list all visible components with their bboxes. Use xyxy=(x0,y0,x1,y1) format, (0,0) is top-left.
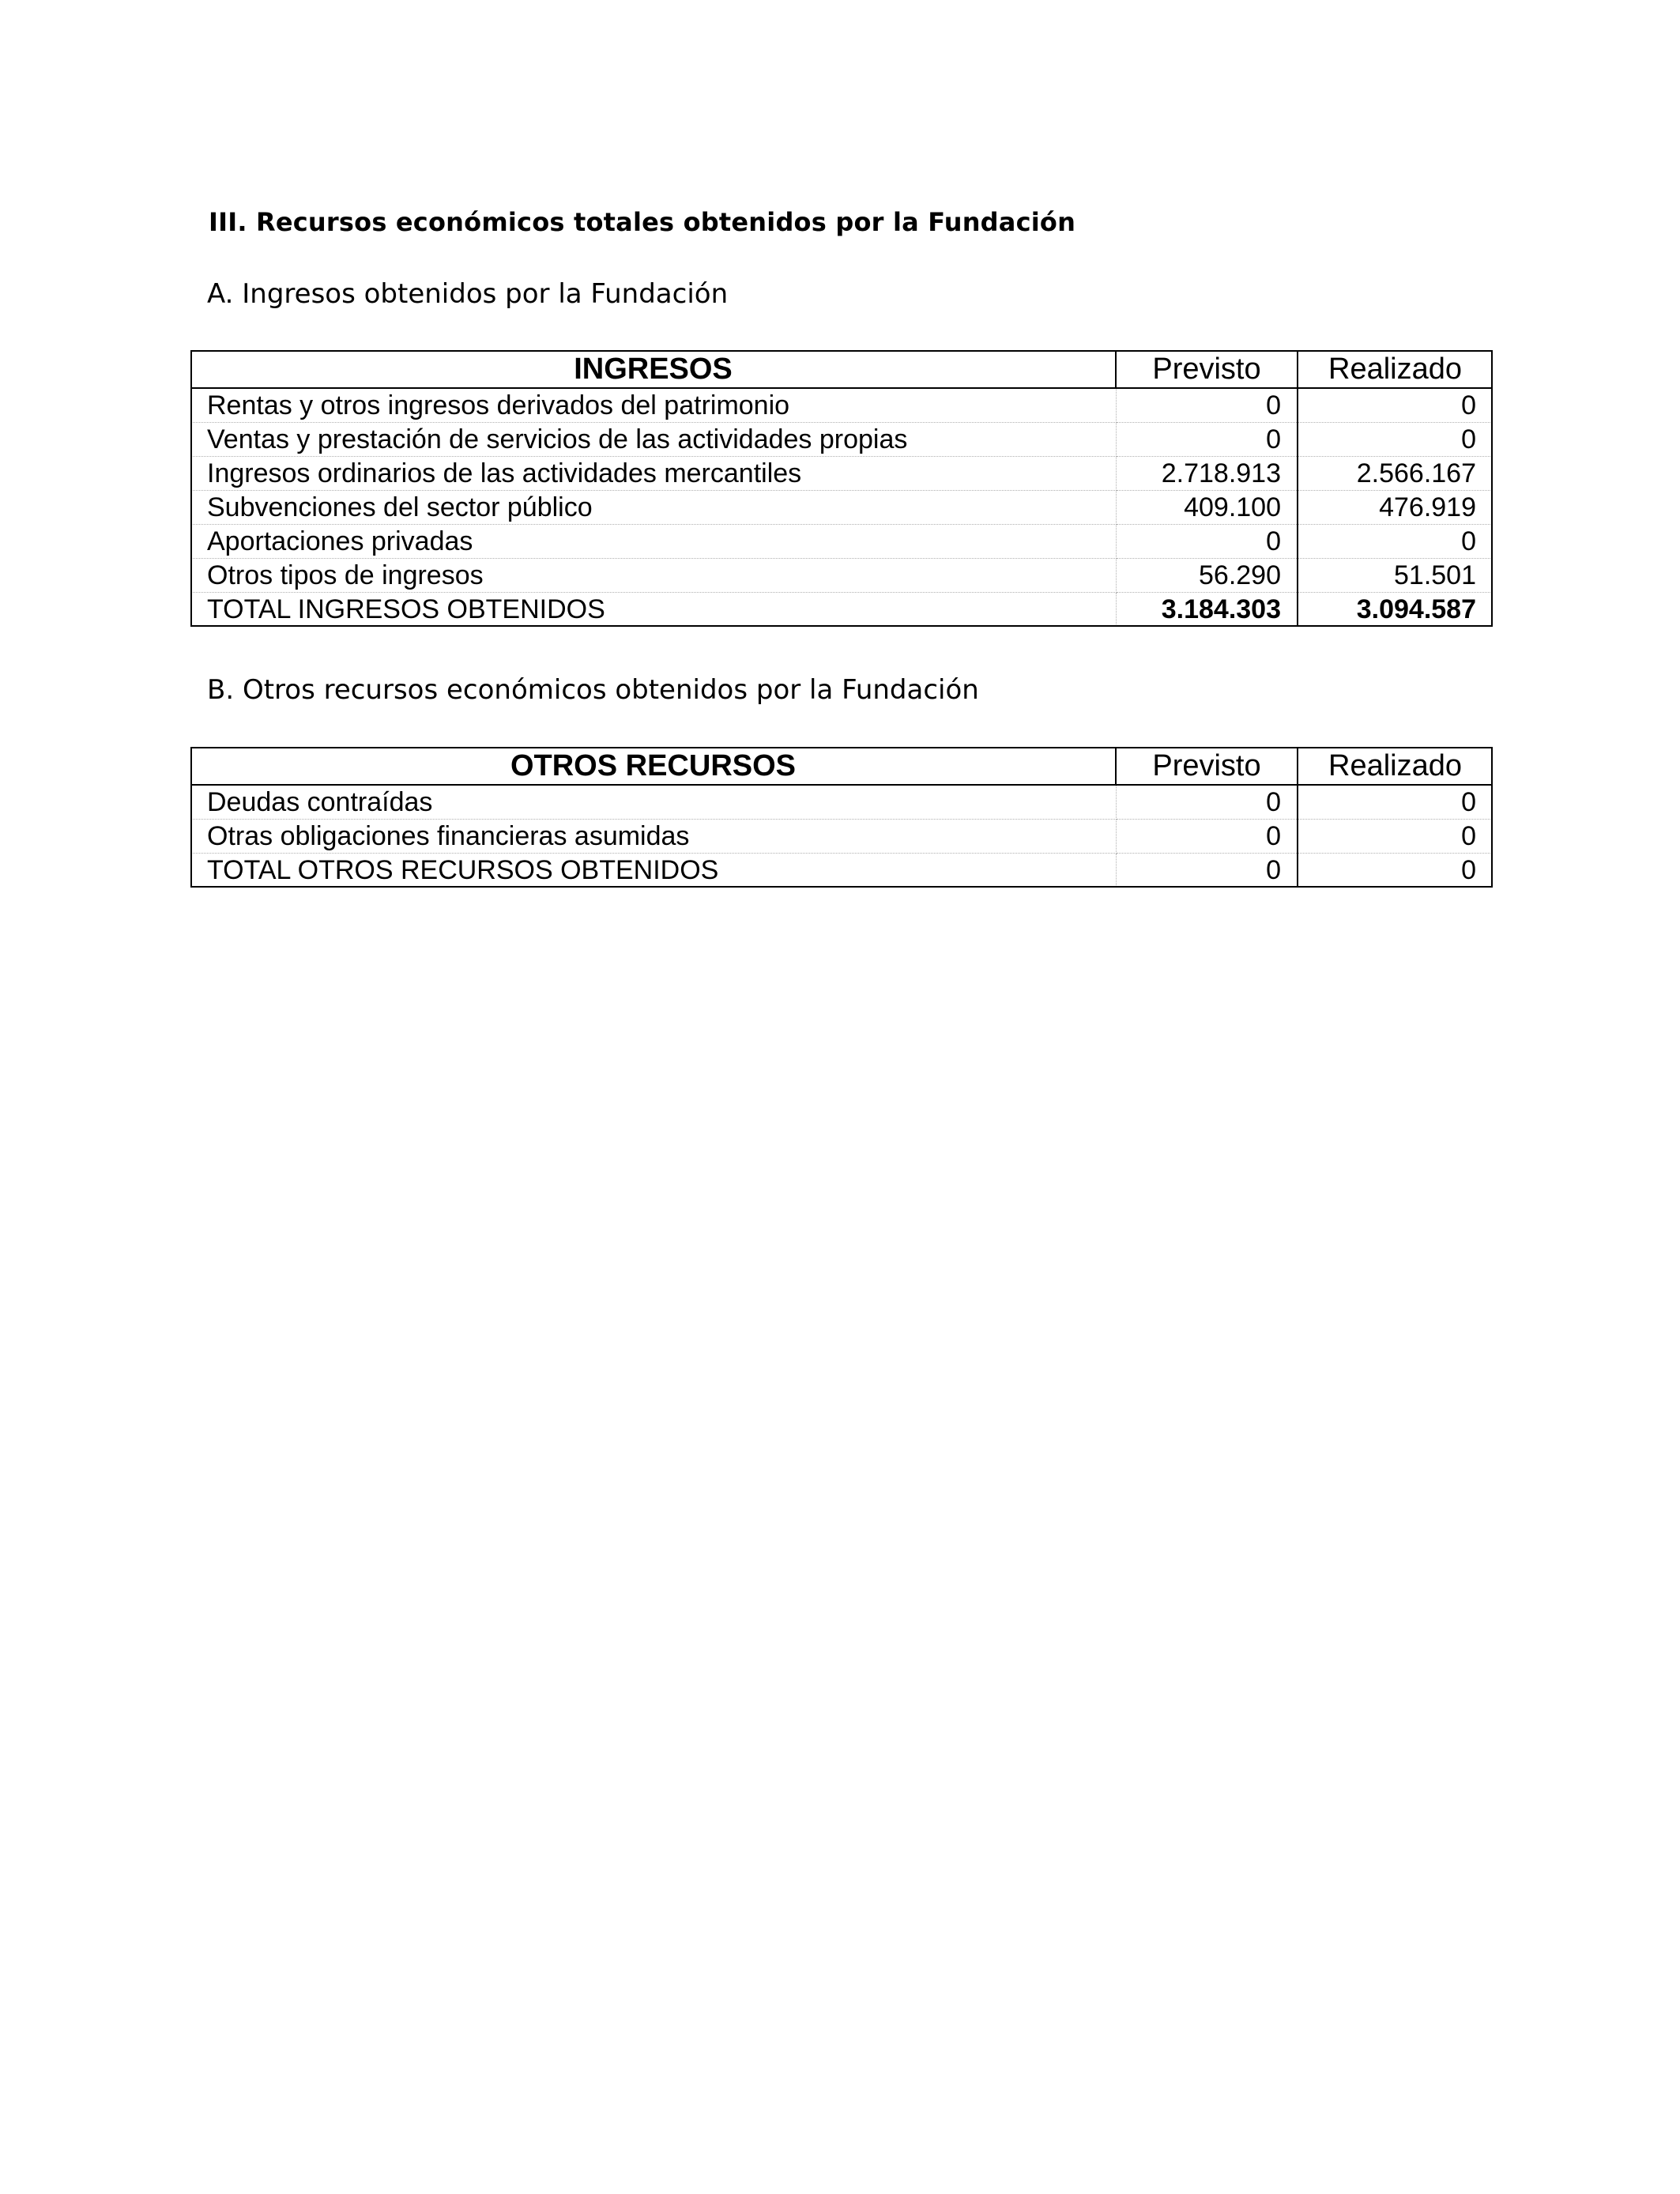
row-label: Rentas y otros ingresos derivados del patrimonio xyxy=(191,388,1116,423)
previsto-value: 2.718.913 xyxy=(1116,457,1298,491)
table-header-row xyxy=(191,351,1492,388)
total-label: TOTAL INGRESOS OBTENIDOS xyxy=(191,593,1116,627)
table-row xyxy=(191,491,1492,525)
total-label: TOTAL OTROS RECURSOS OBTENIDOS xyxy=(191,854,1116,888)
otros-recursos-table xyxy=(191,748,1492,887)
realizado-value: 0 xyxy=(1298,820,1492,854)
previsto-header: Previsto xyxy=(1116,351,1298,388)
realizado-value: 0 xyxy=(1298,423,1492,457)
table-row xyxy=(191,423,1492,457)
total-previsto-value: 0 xyxy=(1116,854,1298,888)
row-label: Ventas y prestación de servicios de las actividades propias xyxy=(191,423,1116,457)
otros-recursos-title-header: OTROS RECURSOS xyxy=(191,748,1116,785)
table-row xyxy=(191,525,1492,559)
realizado-value: 0 xyxy=(1298,525,1492,559)
table-row xyxy=(191,457,1492,491)
subsection-a-title: A. Ingresos obtenidos por la Fundación xyxy=(207,278,729,310)
table-row xyxy=(191,785,1492,820)
previsto-value: 0 xyxy=(1116,525,1298,559)
ingresos-title-header: INGRESOS xyxy=(191,351,1116,388)
realizado-value: 51.501 xyxy=(1298,559,1492,593)
table-row xyxy=(191,388,1492,423)
total-previsto-value: 3.184.303 xyxy=(1116,593,1298,627)
previsto-value: 0 xyxy=(1116,388,1298,423)
realizado-header: Realizado xyxy=(1298,748,1492,785)
previsto-value: 0 xyxy=(1116,785,1298,820)
row-label: Aportaciones privadas xyxy=(191,525,1116,559)
ingresos-table xyxy=(191,351,1492,626)
previsto-value: 409.100 xyxy=(1116,491,1298,525)
realizado-header: Realizado xyxy=(1298,351,1492,388)
previsto-value: 0 xyxy=(1116,423,1298,457)
realizado-value: 0 xyxy=(1298,388,1492,423)
table-header-row xyxy=(191,748,1492,785)
table-row xyxy=(191,559,1492,593)
realizado-value: 476.919 xyxy=(1298,491,1492,525)
row-label: Subvenciones del sector público xyxy=(191,491,1116,525)
previsto-header: Previsto xyxy=(1116,748,1298,785)
row-label: Ingresos ordinarios de las actividades mercantiles xyxy=(191,457,1116,491)
total-realizado-value: 3.094.587 xyxy=(1356,594,1476,624)
realizado-value: 2.566.167 xyxy=(1298,457,1492,491)
previsto-value: 0 xyxy=(1116,820,1298,854)
total-row xyxy=(191,854,1492,888)
realizado-value: 0 xyxy=(1298,785,1492,820)
row-label: Deudas contraídas xyxy=(191,785,1116,820)
section-heading: III. Recursos económicos totales obtenidos por la Fundación xyxy=(209,207,1076,237)
total-realizado-value: 0 xyxy=(1461,855,1476,885)
subsection-b-title: B. Otros recursos económicos obtenidos por la Fundación xyxy=(207,674,979,706)
table-row xyxy=(191,820,1492,854)
previsto-value: 56.290 xyxy=(1116,559,1298,593)
row-label: Otras obligaciones financieras asumidas xyxy=(191,820,1116,854)
total-row xyxy=(191,593,1492,627)
row-label: Otros tipos de ingresos xyxy=(191,559,1116,593)
